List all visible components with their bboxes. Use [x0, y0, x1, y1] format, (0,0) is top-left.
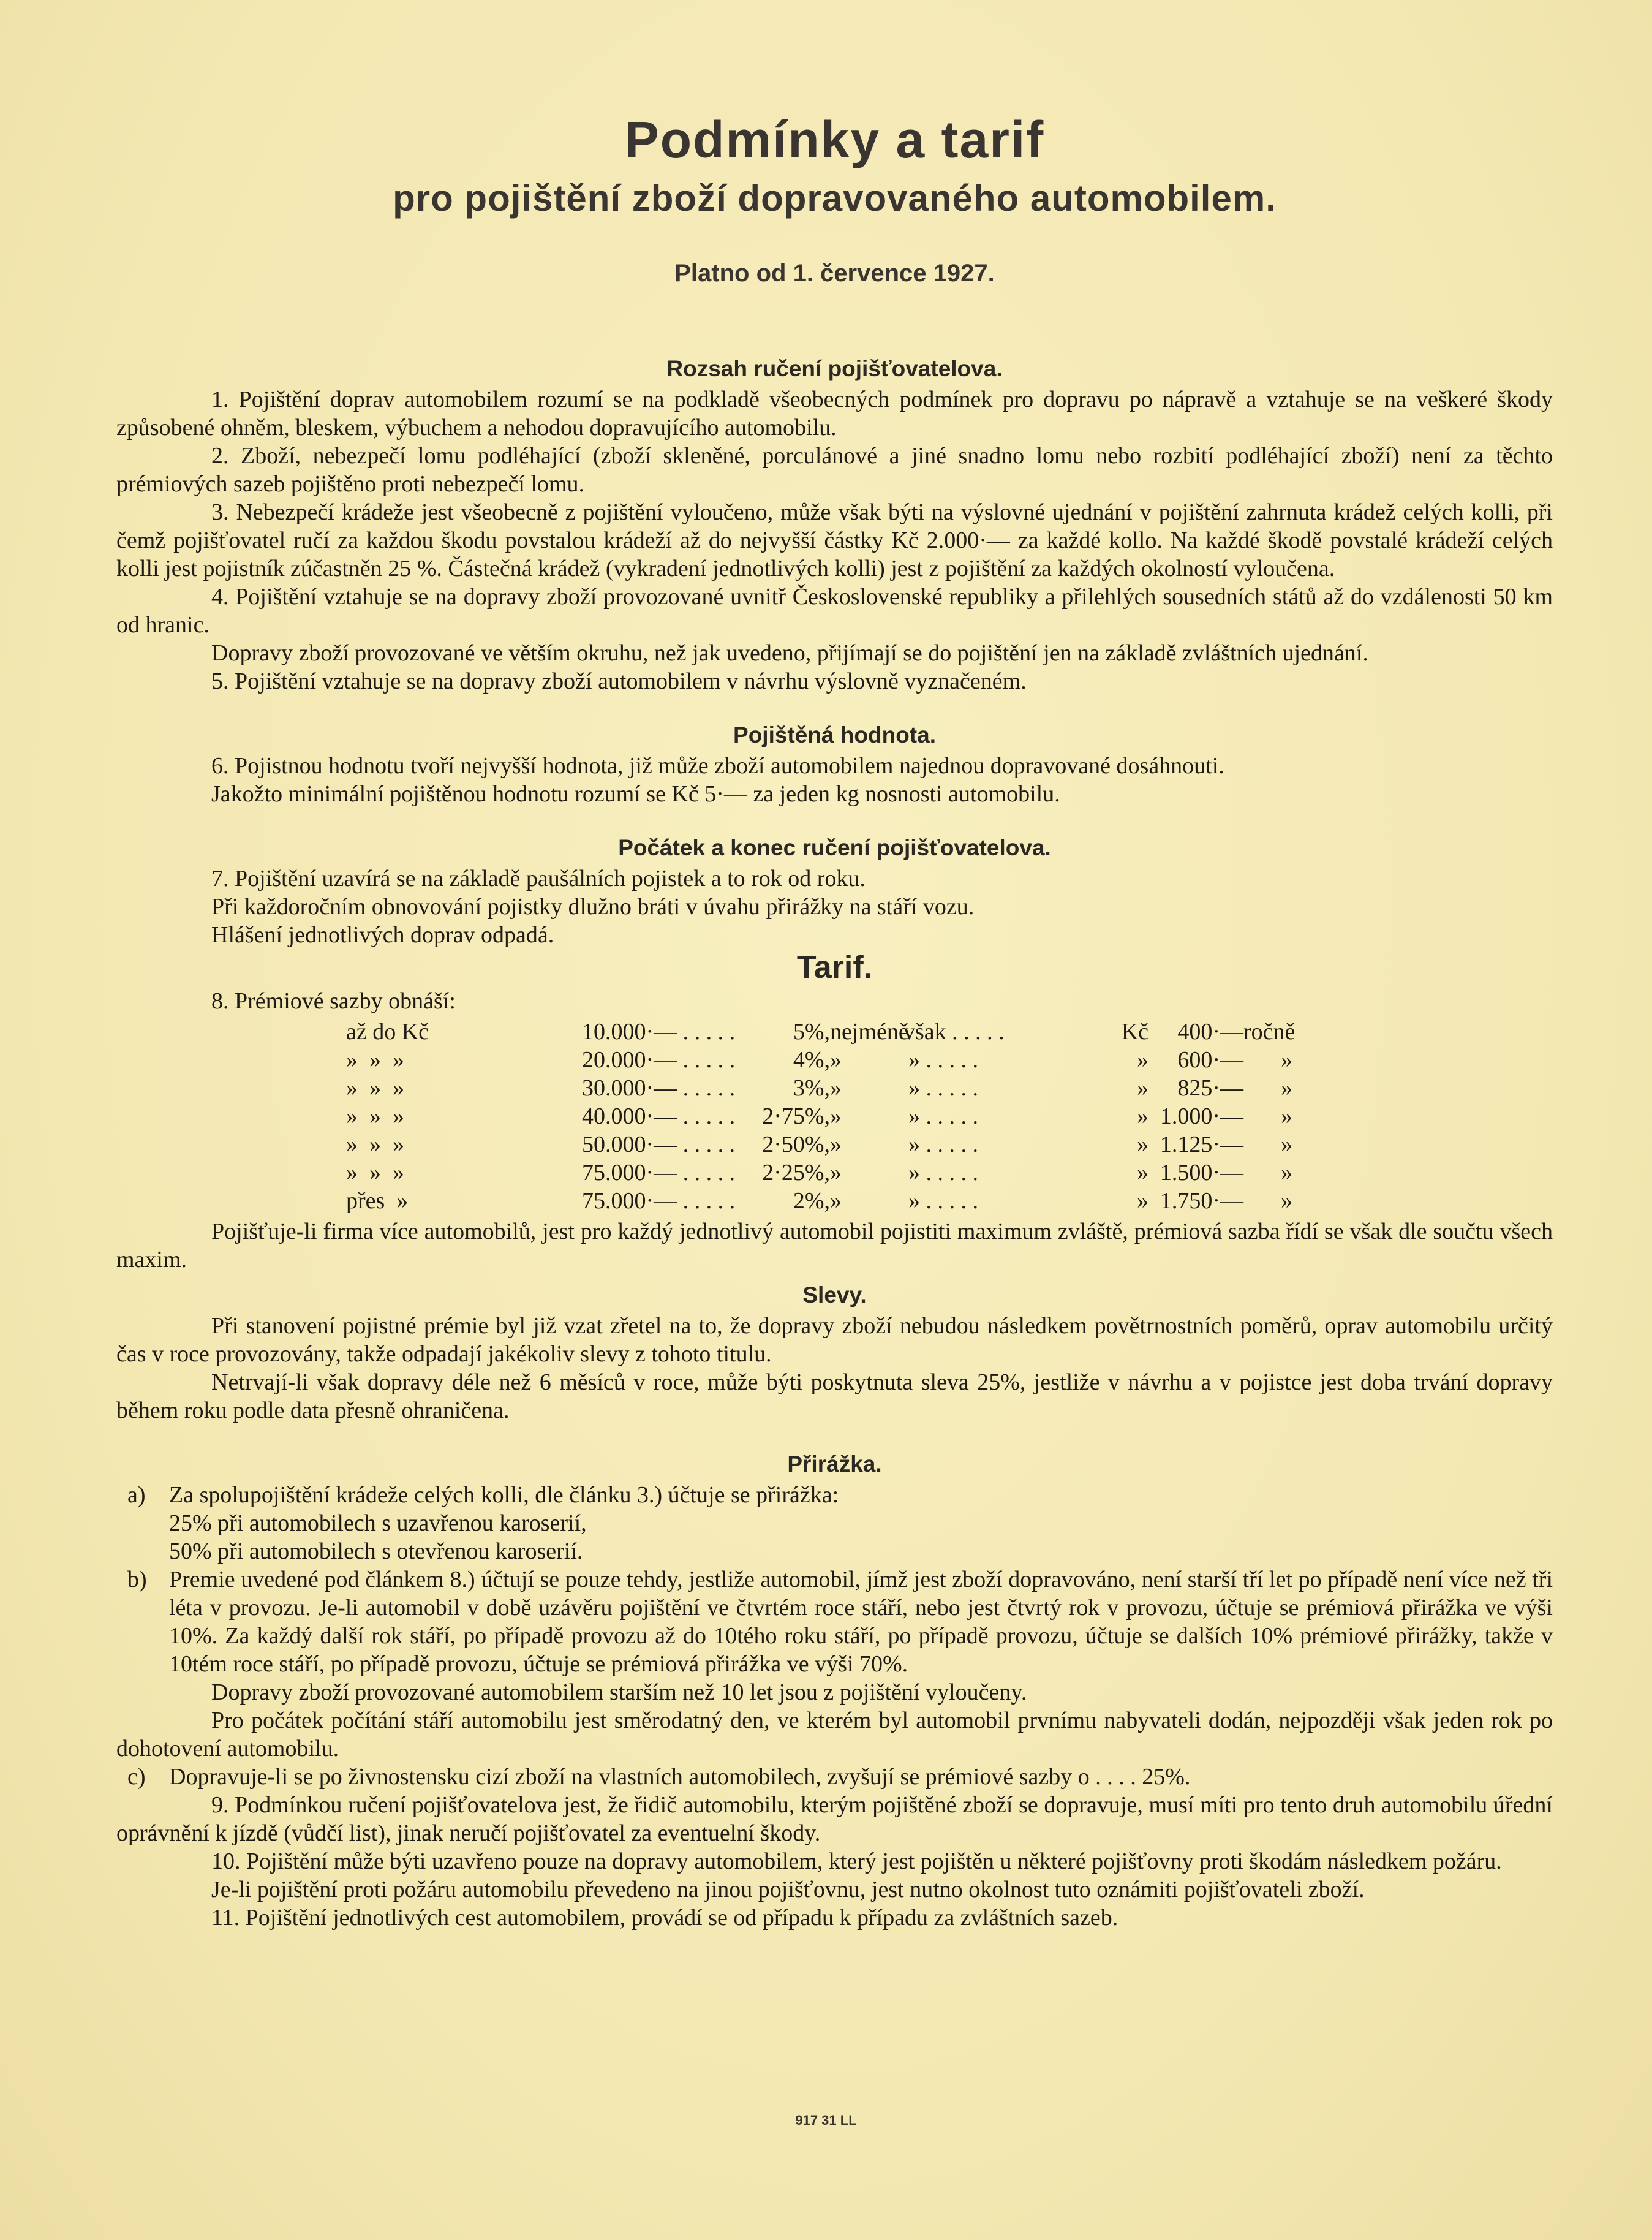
item-subline: 50% při automobilech s otevřenou karoserií.	[169, 1538, 583, 1564]
tariff-intro: 8. Prémiové sazby obnáší:	[211, 988, 456, 1014]
tariff-cell-currency: »	[1137, 1188, 1148, 1214]
item-label: c)	[127, 1764, 146, 1790]
paragraph-2: 2. Zboží, nebezpečí lomu podléhající (zboží skleněné, porculánové a jiné snadno lomu nebo rozbití podléhající zboží) není za těchto prémiových sazeb pojištěno proti nebezpečí lomu.	[116, 443, 1553, 497]
tariff-table	[116, 1018, 1553, 1215]
paragraph-1: 1. Pojištění doprav automobilem rozumí se na podkladě všeobecných podmínek pro dopravu po nápravě a vztahuje se na veškeré škody způsobené ohněm, bleskem, výbuchem a nehodou dopravujícího automobilu.	[116, 387, 1553, 441]
tariff-cell-amount: 1.500·—	[1160, 1160, 1243, 1186]
print-code: 917 31 LL	[795, 2113, 857, 2128]
tariff-cell-rate: 3%,	[793, 1075, 830, 1101]
tariff-cell-however: » . . . . .	[908, 1132, 978, 1157]
document-title: Podmínky a tarif	[624, 111, 1045, 168]
tariff-cell-limit: 75.000·— . . . . .	[582, 1160, 736, 1186]
tariff-cell-rate: 4%,	[793, 1047, 830, 1073]
tariff-cell-amount: 825·—	[1177, 1075, 1243, 1101]
tariff-cell-prefix: až do Kč	[346, 1019, 429, 1045]
tariff-cell-rate: 2·50%,	[762, 1132, 830, 1157]
tariff-cell-currency: »	[1137, 1132, 1148, 1157]
paragraph-7a: 7. Pojištění uzavírá se na základě paušálních pojistek a to rok od roku.	[211, 866, 866, 891]
surcharge-item-b	[116, 1565, 1553, 1678]
tariff-row	[116, 1187, 1553, 1215]
tariff-row	[116, 1130, 1553, 1159]
tariff-cell-however: však . . . . .	[903, 1019, 1005, 1045]
tariff-cell-min: »	[830, 1103, 842, 1129]
paragraph-7c: Hlášení jednotlivých doprav odpadá.	[211, 922, 554, 948]
paragraph-7b: Při každoročním obnovování pojistky dlužno bráti v úvahu přirážky na stáří vozu.	[211, 894, 975, 920]
paragraph-9: 9. Podmínkou ručení pojišťovatelova jest, že řidič automobilu, kterým pojištěné zboží se dopravuje, musí míti pro tento druh automobilu úřední oprávnění k jízdě (vůdčí list), jinak neručí pojišťovatel za eventuelní škody.	[116, 1792, 1553, 1846]
tariff-cell-amount: 600·—	[1177, 1047, 1243, 1073]
tariff-cell-rate: 5%,	[793, 1019, 830, 1045]
tariff-cell-currency: »	[1137, 1047, 1148, 1073]
tariff-row	[116, 1074, 1553, 1102]
tariff-cell-rate: 2·25%,	[762, 1160, 830, 1186]
paragraph-4b: Dopravy zboží provozované ve větším okruhu, než jak uvedeno, přijímají se do pojištění jen na základě zvláštních ujednání.	[211, 640, 1368, 666]
tariff-cell-however: » . . . . .	[908, 1047, 978, 1073]
paragraph-5: 5. Pojištění vztahuje se na dopravy zboží automobilem v návrhu výslovně vyznačeném.	[211, 668, 1027, 694]
surcharge-item-c	[116, 1763, 1553, 1791]
tariff-cell-prefix: » » »	[346, 1103, 404, 1129]
section-heading-scope: Rozsah ručení pojišťovatelova.	[666, 356, 1003, 381]
section-heading-tariff: Tarif.	[796, 950, 873, 985]
item-subline: 25% při automobilech s uzavřenou karoserií,	[169, 1510, 587, 1536]
tariff-cell-period: »	[1281, 1103, 1292, 1129]
item-text-block	[169, 1565, 1553, 1678]
document-subtitle: pro pojištění zboží dopravovaného automobilem.	[393, 178, 1277, 219]
tariff-note: Pojišťuje-li firma více automobilů, jest pro každý jednotlivý automobil pojistiti maximum zvláště, prémiová sazba řídí se však dle součtu všech maxim.	[116, 1219, 1553, 1273]
tariff-cell-however: » . . . . .	[908, 1103, 978, 1129]
item-text: Dopravuje-li se po živnostensku cizí zboží na vlastních automobilech, zvyšují se prémiové sazby o . . . . 25%.	[169, 1764, 1191, 1790]
item-label: a)	[127, 1482, 146, 1508]
paragraph-6: 6. Pojistnou hodnotu tvoří nejvyšší hodnota, již může zboží automobilem najednou dopravované dosáhnouti.	[211, 753, 1224, 779]
tariff-cell-amount: 1.750·—	[1160, 1188, 1243, 1214]
tariff-cell-period: ročně	[1243, 1019, 1296, 1045]
paragraph-10b: Je-li pojištění proti požáru automobilu převedeno na jinou pojišťovnu, jest nutno okolnost tuto oznámiti pojišťovateli zboží.	[211, 1877, 1365, 1902]
tariff-cell-period: »	[1281, 1047, 1292, 1073]
tariff-cell-amount: 1.125·—	[1160, 1132, 1243, 1157]
tariff-cell-however: » . . . . .	[908, 1188, 978, 1214]
discount-paragraph-1: Při stanovení pojistné prémie byl již vzat zřetel na to, že dopravy zboží nebudou následkem povětrnostních poměrů, oprav automobilu určitý čas v roce provozovány, takže odpadají jakékoliv slevy z tohoto titulu.	[116, 1313, 1553, 1367]
discount-paragraph-2: Netrvají-li však dopravy déle než 6 měsíců v roce, může býti poskytnuta sleva 25%, jestliže v návrhu a v pojistce jest doba trvání dopravy během roku podle data přesně ohraničena.	[116, 1369, 1553, 1423]
tariff-cell-currency: Kč	[1121, 1019, 1148, 1045]
tariff-cell-rate: 2·75%,	[762, 1103, 830, 1129]
section-heading-insured-value: Pojištěná hodnota.	[733, 722, 936, 747]
item-text-block	[169, 1481, 1553, 1565]
tariff-cell-min: »	[830, 1132, 842, 1157]
tariff-row	[116, 1159, 1553, 1187]
paragraph-4: 4. Pojištění vztahuje se na dopravy zboží provozované uvnitř Československé republiky a přilehlých sousedních států až do vzdálenosti 50 km od hranic.	[116, 584, 1553, 638]
tariff-cell-limit: 50.000·— . . . . .	[582, 1132, 736, 1157]
section-heading-surcharge: Přirážka.	[787, 1451, 882, 1477]
surcharge-paragraph-b2: Dopravy zboží provozované automobilem starším než 10 let jsou z pojištění vyloučeny.	[211, 1679, 1027, 1705]
tariff-cell-min: »	[830, 1160, 842, 1186]
paragraph-11: 11. Pojištění jednotlivých cest automobilem, provádí se od případu k případu za zvláštních sazeb.	[211, 1905, 1118, 1931]
tariff-cell-however: » . . . . .	[908, 1075, 978, 1101]
tariff-cell-limit: 30.000·— . . . . .	[582, 1075, 736, 1101]
item-label: b)	[127, 1567, 147, 1592]
tariff-cell-currency: »	[1137, 1075, 1148, 1101]
tariff-row	[116, 1018, 1553, 1046]
tariff-cell-prefix: přes »	[346, 1188, 409, 1214]
item-text-block	[169, 1763, 1553, 1791]
item-text: Za spolupojištění krádeže celých kolli, dle článku 3.) účtuje se přirážka:	[169, 1482, 839, 1508]
tariff-cell-limit: 10.000·— . . . . .	[582, 1019, 736, 1045]
tariff-cell-min: »	[830, 1075, 842, 1101]
tariff-cell-prefix: » » »	[346, 1132, 404, 1157]
tariff-cell-rate: 2%,	[793, 1188, 830, 1214]
validity-date: Platno od 1. července 1927.	[674, 260, 995, 287]
tariff-row	[116, 1102, 1553, 1130]
tariff-cell-however: » . . . . .	[908, 1160, 978, 1186]
surcharge-paragraph-b3: Pro počátek počítání stáří automobilu jest směrodatný den, ve kterém byl automobil prvnímu nabyvateli dodán, nejpozději však jeden rok po dohotovení automobilu.	[116, 1708, 1553, 1761]
paragraph-6b: Jakožto minimální pojištěnou hodnotu rozumí se Kč 5·— za jeden kg nosnosti automobilu.	[211, 781, 1060, 807]
tariff-cell-currency: »	[1137, 1160, 1148, 1186]
section-heading-discounts: Slevy.	[802, 1282, 867, 1307]
tariff-cell-prefix: » » »	[346, 1047, 404, 1073]
tariff-row	[116, 1046, 1553, 1074]
tariff-cell-currency: »	[1137, 1103, 1148, 1129]
tariff-cell-limit: 20.000·— . . . . .	[582, 1047, 736, 1073]
tariff-cell-min: nejméně	[830, 1019, 909, 1045]
tariff-cell-period: »	[1281, 1160, 1292, 1186]
tariff-cell-amount: 400·—	[1177, 1019, 1243, 1045]
tariff-cell-min: »	[830, 1047, 842, 1073]
tariff-cell-prefix: » » »	[346, 1160, 404, 1186]
tariff-cell-period: »	[1281, 1075, 1292, 1101]
section-heading-start-end: Počátek a konec ručení pojišťovatelova.	[618, 835, 1051, 860]
tariff-cell-prefix: » » »	[346, 1075, 404, 1101]
paragraph-3: 3. Nebezpečí krádeže jest všeobecně z pojištění vyloučeno, může však býti na výslovné ujednání v pojištění zahrnuta krádež celých kolli, při čemž pojišťovatel ručí za každou škodu povstalou krádeží až do nejvyšší částky Kč 2.000·— za každé kollo. Na každé škodě povstalé krádeží celých kolli jest pojistník zúčastněn 25 %. Částečná krádež (vykradení jednotlivých kolli) jest z pojištění za každých okolností vyloučena.	[116, 499, 1553, 581]
tariff-cell-amount: 1.000·—	[1160, 1103, 1243, 1129]
paragraph-10: 10. Pojištění může býti uzavřeno pouze na dopravy automobilem, který jest pojištěn u některé pojišťovny proti škodám následkem požáru.	[211, 1848, 1502, 1874]
item-text: Premie uvedené pod článkem 8.) účtují se pouze tehdy, jestliže automobil, jímž jest zboží dopravováno, není starší tří let po případě není více než tři léta v provozu. Je-li automobil v době uzávěru pojištění ve čtvrtém roce stáří, nebo jest čtvrtý rok v provozu, účtuje se prémiová přirážka ve výši 10%. Za každý další rok stáří, po případě provozu až do 10tého roku stáří, po případě provozu, účtuje se dalších 10% prémiové přirážky, takže v 10tém roce stáří, po případě provozu, účtuje se prémiová přirážka ve výši 70%.	[169, 1567, 1553, 1677]
surcharge-item-a	[116, 1481, 1553, 1565]
tariff-cell-min: »	[830, 1188, 842, 1214]
tariff-cell-limit: 40.000·— . . . . .	[582, 1103, 736, 1129]
tariff-cell-period: »	[1281, 1188, 1292, 1214]
tariff-cell-limit: 75.000·— . . . . .	[582, 1188, 736, 1214]
tariff-cell-period: »	[1281, 1132, 1292, 1157]
document-content	[116, 92, 1553, 1932]
